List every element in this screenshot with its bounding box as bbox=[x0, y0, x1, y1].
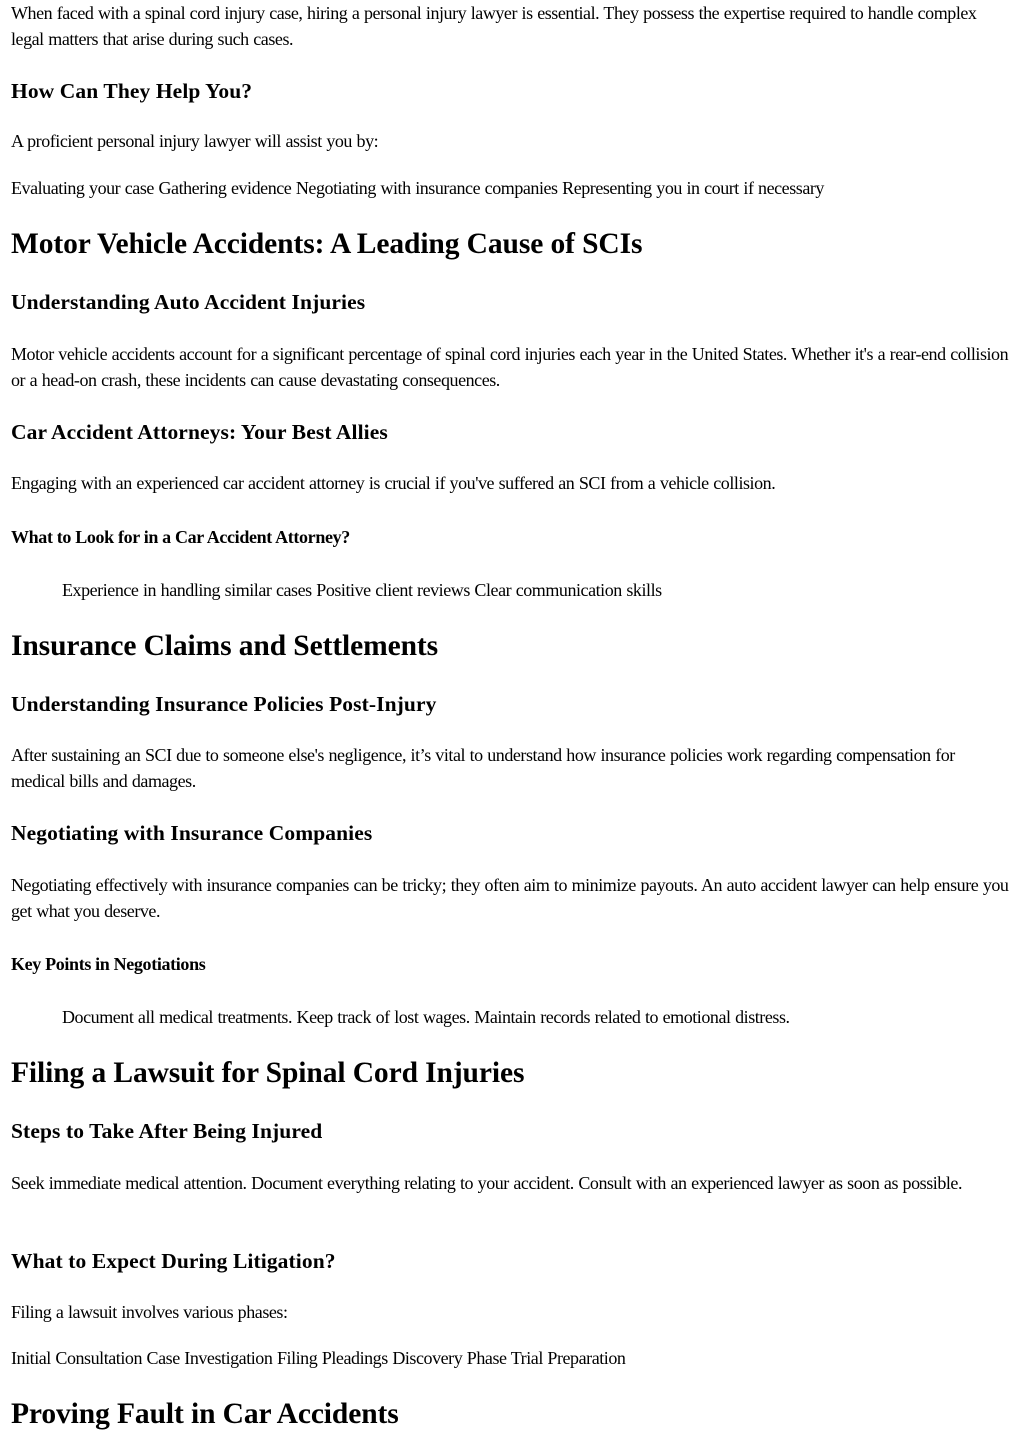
how-help-list: Evaluating your case Gathering evidence Negotiating with insurance companies Representing you in court if necessary bbox=[11, 178, 824, 198]
heading-motor-vehicle: Motor Vehicle Accidents: A Leading Cause of SCIs bbox=[11, 228, 643, 260]
subheading-steps-after-injury: Steps to Take After Being Injured bbox=[11, 1119, 323, 1143]
heading-filing-lawsuit: Filing a Lawsuit for Spinal Cord Injuries bbox=[11, 1057, 525, 1089]
motor-paragraph: Motor vehicle accidents account for a significant percentage of spinal cord injuries each year in the United States. Whether it's a rear-end collision or a head-on crash, these incidents can cause devastating consequences. bbox=[11, 344, 1009, 390]
litigation-phases-list: Initial Consultation Case Investigation Filing Pleadings Discovery Phase Trial Preparation bbox=[11, 1348, 626, 1368]
subheading-negotiating: Negotiating with Insurance Companies bbox=[11, 821, 373, 845]
steps-paragraph: Seek immediate medical attention. Document everything relating to your accident. Consult with an experienced lawyer as soon as possible. bbox=[11, 1173, 963, 1193]
key-points-list: Document all medical treatments. Keep track of lost wages. Maintain records related to emotional distress. bbox=[62, 1007, 790, 1027]
subheading-car-attorneys: Car Accident Attorneys: Your Best Allies bbox=[11, 420, 388, 444]
subheading-litigation: What to Expect During Litigation? bbox=[11, 1249, 336, 1273]
subheading-what-to-look-for: What to Look for in a Car Accident Attorney? bbox=[11, 527, 350, 547]
subheading-key-points: Key Points in Negotiations bbox=[11, 954, 206, 974]
heading-proving-fault: Proving Fault in Car Accidents bbox=[11, 1398, 399, 1430]
heading-how-help: How Can They Help You? bbox=[11, 79, 253, 103]
subheading-insurance-policies: Understanding Insurance Policies Post-Injury bbox=[11, 692, 437, 716]
negotiating-paragraph: Negotiating effectively with insurance companies can be tricky; they often aim to minimize payouts. An auto accident lawyer can help ensure you get what you deserve. bbox=[11, 875, 1009, 921]
attorney-criteria-list: Experience in handling similar cases Positive client reviews Clear communication skills bbox=[62, 580, 662, 600]
insurance-paragraph: After sustaining an SCI due to someone else's negligence, it’s vital to understand how insurance policies work regarding compensation for medical bills and damages. bbox=[11, 745, 955, 791]
subheading-auto-injuries: Understanding Auto Accident Injuries bbox=[11, 290, 366, 314]
litigation-lead: Filing a lawsuit involves various phases: bbox=[11, 1302, 288, 1322]
intro-paragraph: When faced with a spinal cord injury case, hiring a personal injury lawyer is essential. They possess the expertise required to handle complex legal matters that arise during such cases. bbox=[11, 3, 977, 49]
heading-insurance-claims: Insurance Claims and Settlements bbox=[11, 630, 439, 662]
how-help-lead: A proficient personal injury lawyer will assist you by: bbox=[11, 131, 379, 151]
car-attorney-paragraph: Engaging with an experienced car accident attorney is crucial if you've suffered an SCI from a vehicle collision. bbox=[11, 473, 776, 493]
